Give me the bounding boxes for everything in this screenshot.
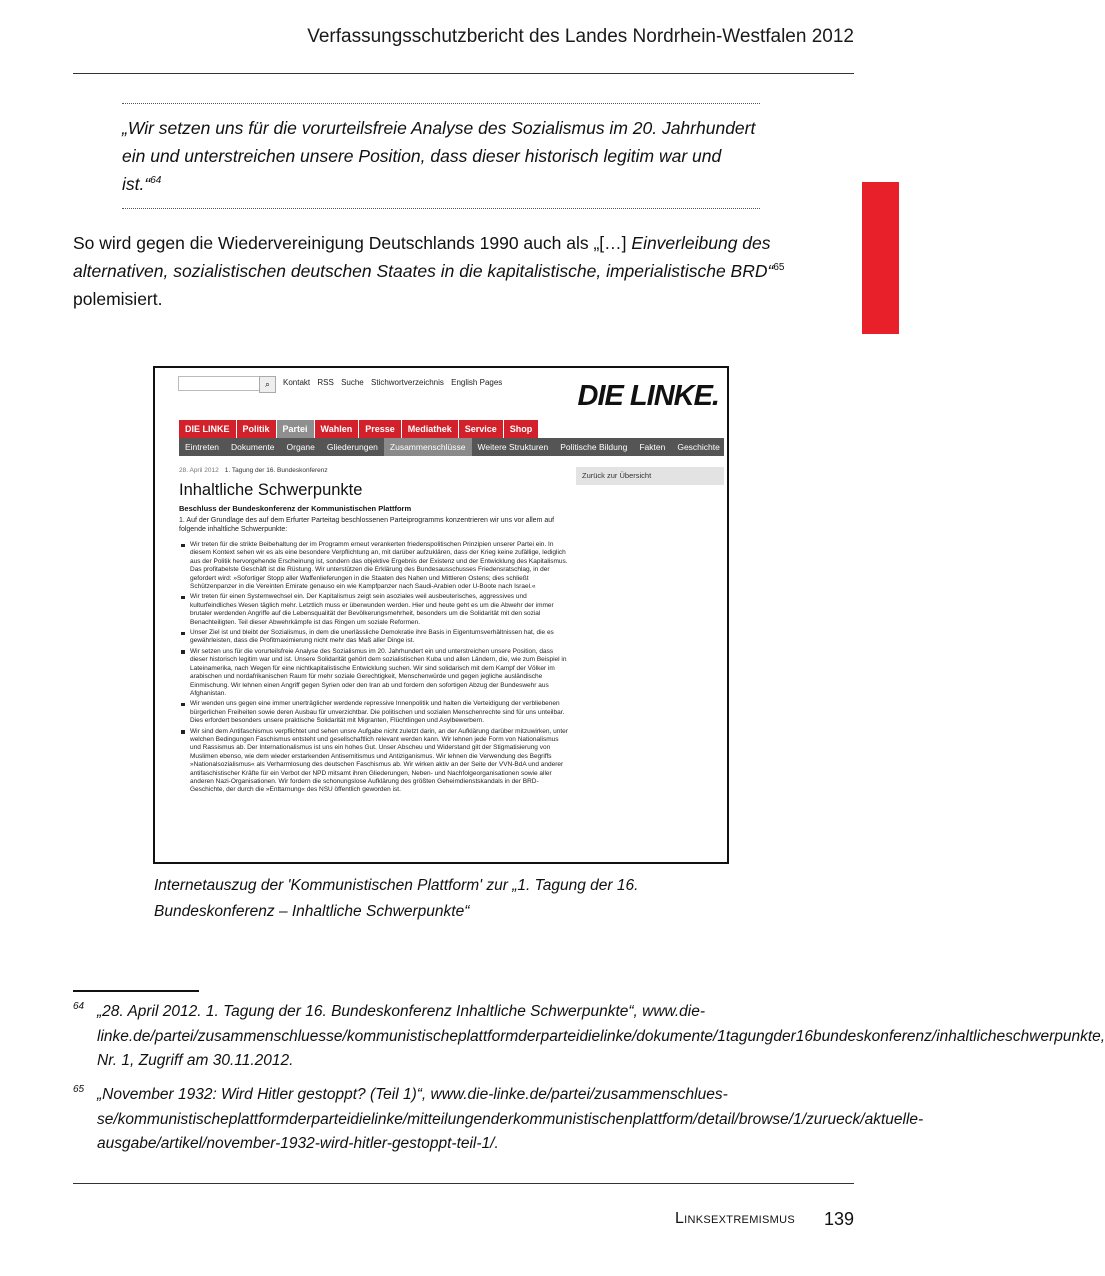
figure-breadcrumb [179, 467, 328, 474]
footnote-number: 64 [73, 1001, 85, 1012]
footnote-divider [73, 990, 199, 992]
figure-secondary-nav [179, 438, 724, 456]
header-divider [73, 73, 854, 74]
figure-heading: Inhaltliche Schwerpunkte [179, 481, 363, 499]
subnav-eintreten: Eintreten [185, 442, 220, 452]
top-link-rss: RSS [317, 378, 334, 387]
nav-die-linke: DIE LINKE [179, 420, 237, 438]
breadcrumb-title: 1. Tagung der 16. Bundeskonferenz [224, 467, 328, 474]
subnav-organe: Organe [286, 442, 315, 452]
nav-service: Service [459, 420, 504, 438]
nav-wahlen: Wahlen [315, 420, 360, 438]
quote-text [122, 114, 760, 198]
page-header-title: Verfassungsschutzbericht des Landes Nordrhein-Westfalen 2012 [307, 26, 854, 47]
subnav-politische-bildung: Politische Bildung [560, 442, 628, 452]
footnote-64 [73, 1000, 1105, 1074]
quote-footnote-ref[interactable]: 64 [150, 175, 162, 187]
footnote-text: „28. April 2012. 1. Tagung der 16. Bundeskonferenz Inhaltliche Schwerpunkte“, www.die-linke.de/partei/zusammenschluesse/kommunistischeplattformderparteidielinke/dokumente/1tagungder16bundeskonferenz/inhaltlicheschwerpunkte, Nr. 1, Zugriff am 30.11.2012. [97, 1003, 1105, 1069]
figure-top-links [283, 378, 507, 387]
paragraph-italic-quote: Einverleibung des alternativen, sozialistischen deutschen Staates in die kapitalistische, imperialistische BRD“ [73, 233, 774, 281]
figure-subheading: Beschluss der Bundeskonferenz der Kommunistischen Plattform [179, 504, 412, 513]
subnav-fakten: Fakten [639, 442, 666, 452]
die-linke-logo: DIE LINKE. [577, 380, 719, 412]
footnote-number: 65 [73, 1084, 85, 1095]
list-item: Wir sind dem Antifaschismus verpflichtet und sehen unsre Aufgabe nicht zuletzt darin, an der Aufklärung darüber mitzuwirken, unter welchen Bedingungen Faschismus entsteht und gesellschaftlich relevant werden kann. Wir lehnen jede Form von Nationalismus und Rassismus ab. Der Internationalismus ist uns ein hohes Gut. Unser Abscheu und Widerstand gilt der Stigmatisierung von Muslimen ebenso, wie dem wieder erstarkenden Antisemitismus und Antiziganismus. Wir lehnen die Verwendung des Begriffs »Nationalsozialismus« als Verharmlosung des deutschen Faschismus ab. Wir wirken aktiv an der Seite der VVN-BdA und anderer antifaschistischer Kräfte für ein Verbot der NPD mitsamt ihren Gliederungen, Neben- und Nachfolgeorganisationen sowie aller anderen Nazi-Organisationen. Wir fordern die schonungslose Aufklärung des größten Geheimdienstskandals in der BRD-Geschichte, der durch die »Enttarnung« des NSU öffentlich geworden ist. [179, 728, 571, 795]
paragraph-prefix: So wird gegen die Wiedervereinigung Deutschlands 1990 auch als „[…] [73, 233, 632, 253]
body-paragraph [73, 229, 833, 313]
website-screenshot-figure [153, 366, 729, 864]
figure-primary-nav [179, 420, 539, 438]
back-to-overview-link: Zurück zur Übersicht [576, 467, 724, 485]
list-item: Wir treten für einen Systemwechsel ein. Der Kapitalismus zeigt sein asoziales weil ausbeuterisches, aggressives und kulturfeindliches Wesen täglich mehr. Letztlich muss er überwunden werden. Hier und heute geht es um die Abwehr der immer brutaler werdenden Angriffe auf die Lebensqualität der Bevölkerungsmehrheit, besonders um die Solidarität mit den sozial Benachteiligten. Teil dieser Abwehrkämpfe ist das Ringen um soziale Reformen. [179, 593, 571, 627]
breadcrumb-date: 28. April 2012 [179, 467, 219, 474]
subnav-weitere-strukturen: Weitere Strukturen [477, 442, 549, 452]
figure-caption: Internetauszug der 'Kommunistischen Plattform' zur „1. Tagung der 16. Bundeskonferenz – Inhaltliche Schwerpunkte“ [154, 877, 639, 920]
nav-politik: Politik [237, 420, 277, 438]
figure-bullet-list [179, 541, 571, 797]
nav-presse: Presse [359, 420, 402, 438]
figure-intro: 1. Auf der Grundlage des auf dem Erfurter Parteitag beschlossenen Parteiprogramms konzentrieren wir uns vor allem auf folgende inhaltliche Schwerpunkte: [179, 517, 555, 533]
quote-bottom-dotted-rule [122, 208, 760, 209]
footnote-text: „November 1932: Wird Hitler gestoppt? (Teil 1)“, www.die-linke.de/partei/zusammenschluesse/kommunistischeplattformderparteidielinke/mitteilungenderkommunistischenplattform/detail/browse/1/zurueck/aktuelle-ausgabe/artikel/november-1932-wird-hitler-gestoppt-teil-1/. [97, 1086, 924, 1152]
footnote-65 [73, 1083, 924, 1157]
list-item: Wir treten für die strikte Beibehaltung der im Programm erneut verankerten friedenspolitischen Prinzipien unserer Partei ein. In diesem Kontext sehen wir es als eine besondere Verpflichtung an, mit darüber aufzuklären, dass der Krieg keine zufällige, lediglich aus der Politik hervorgehende Erscheinung ist, sondern das objektive Ergebnis der Existenz und der Entwicklung des Kapitalismus. Das profitabelste Geschäft ist die Rüstung. Wir unterstützen die Erklärung des Bundesausschusses Friedensratschlag, in der gefordert wird: »Sofortiger Stopp aller Waffenlieferungen in die Staaten des Nahen und Mittleren Ostens; dies schließt Schützenpanzer in die Vereinten Emirate genauso ein wie Kampfpanzer nach Saudi-Arabien oder U-Boote nach Israel.« [179, 541, 571, 591]
subnav-zusammenschluesse: Zusammenschlüsse [384, 438, 472, 456]
list-item: Wir wenden uns gegen eine immer unerträglicher werdende repressive Innenpolitik und halten die Verteidigung der verbliebenen bürgerlichen Freiheiten sowie deren Ausbau für unverzichtbar. Die politischen und sozialen Menschenrechte sind für uns unteilbar. Dies erfordert besonders unsere praktische Solidarität mit Migranten, Flüchtlingen und Asylbewerbern. [179, 700, 571, 725]
quote-body: „Wir setzen uns für die vorurteilsfreie Analyse des Sozialismus im 20. Jahrhundert ein und unterstreichen unsere Position, dass dieser historisch legitim war und ist.“ [122, 118, 756, 194]
subnav-geschichte: Geschichte [677, 442, 720, 452]
footer-section-name: Linksextremismus [674, 1210, 795, 1227]
nav-shop: Shop [504, 420, 540, 438]
quote-block [122, 103, 760, 209]
nav-mediathek: Mediathek [402, 420, 459, 438]
top-link-suche: Suche [341, 378, 364, 387]
subnav-dokumente: Dokumente [231, 442, 275, 452]
quote-top-dotted-rule [122, 103, 760, 104]
page-number: 139 [823, 1209, 854, 1229]
top-link-stichwortverzeichnis: Stichwortverzeichnis [370, 378, 444, 387]
paragraph-suffix: polemisiert. [73, 289, 163, 309]
list-item: Unser Ziel ist und bleibt der Sozialismus, in dem die unerlässliche Demokratie ihre Basis in Eigentumsverhältnissen hat, die es gewährleisten, dass die Profitmaximierung nicht mehr das Maß aller Dinge ist. [179, 629, 571, 646]
paragraph-footnote-ref[interactable]: 65 [773, 262, 785, 274]
magnifier-icon: ⌕ [259, 376, 276, 393]
list-item: Wir setzen uns für die vorurteilsfreie Analyse des Sozialismus im 20. Jahrhundert ein und unterstreichen unsere Position, dass dieser historisch legitim war und ist. Unsere Solidarität gehört dem sozialistischen Kuba und allen Ländern, die, wie zum Beispiel in Lateinamerika, nach Wegen für eine nichtkapitalistische Entwicklung suchen. Wir sind solidarisch mit dem Kampf der Völker im arabischen und nordafrikanischen Raum für mehr soziale Gerechtigkeit, Menschenwürde und gegen jegliche ausländische Einmischung. Wir lehnen einen Angriff gegen Syrien oder den Iran ab und fordern den sofortigen Abzug der Bundeswehr aus Afghanistan. [179, 648, 571, 698]
chapter-side-tab [862, 182, 899, 334]
subnav-gliederungen: Gliederungen [326, 442, 378, 452]
top-link-kontakt: Kontakt [283, 378, 311, 387]
nav-partei: Partei [277, 420, 315, 438]
footer-divider [73, 1183, 854, 1184]
top-link-english: English Pages [451, 378, 503, 387]
